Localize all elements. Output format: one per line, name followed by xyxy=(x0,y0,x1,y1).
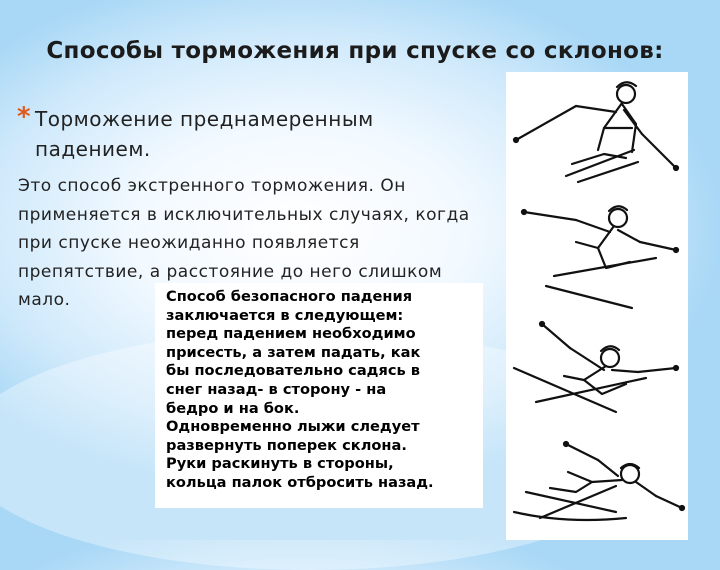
bullet-text: Торможение преднамеренным падением. xyxy=(35,107,374,161)
bullet-marker: * xyxy=(17,102,31,132)
body-paragraph: Это способ экстренного торможения. Он применяется в исключительных случаях, когда при спуске неожиданно появляется препятствие, а расстояние до него слишком мало. xyxy=(18,176,470,310)
skier-figure-2 xyxy=(524,206,676,308)
skier-figure-4 xyxy=(514,444,682,520)
callout-text: Способ безопасного падения заключается в следующем: перед падением необходимо присесть, а затем падать, как бы последовательно садясь в снег назад- в сторону - на бедро и на бок. Одновременно лыжи следует развернуть поперек склона. Руки раскинуть в стороны, кольца палок отбросить назад. xyxy=(166,288,434,491)
skier-falling-illustration xyxy=(506,72,688,540)
skier-figure-3 xyxy=(514,324,676,412)
slide-title: Способы торможения при спуске со склонов: xyxy=(46,38,664,64)
skier-figure-1 xyxy=(516,82,676,182)
safe-fall-callout xyxy=(155,283,483,508)
